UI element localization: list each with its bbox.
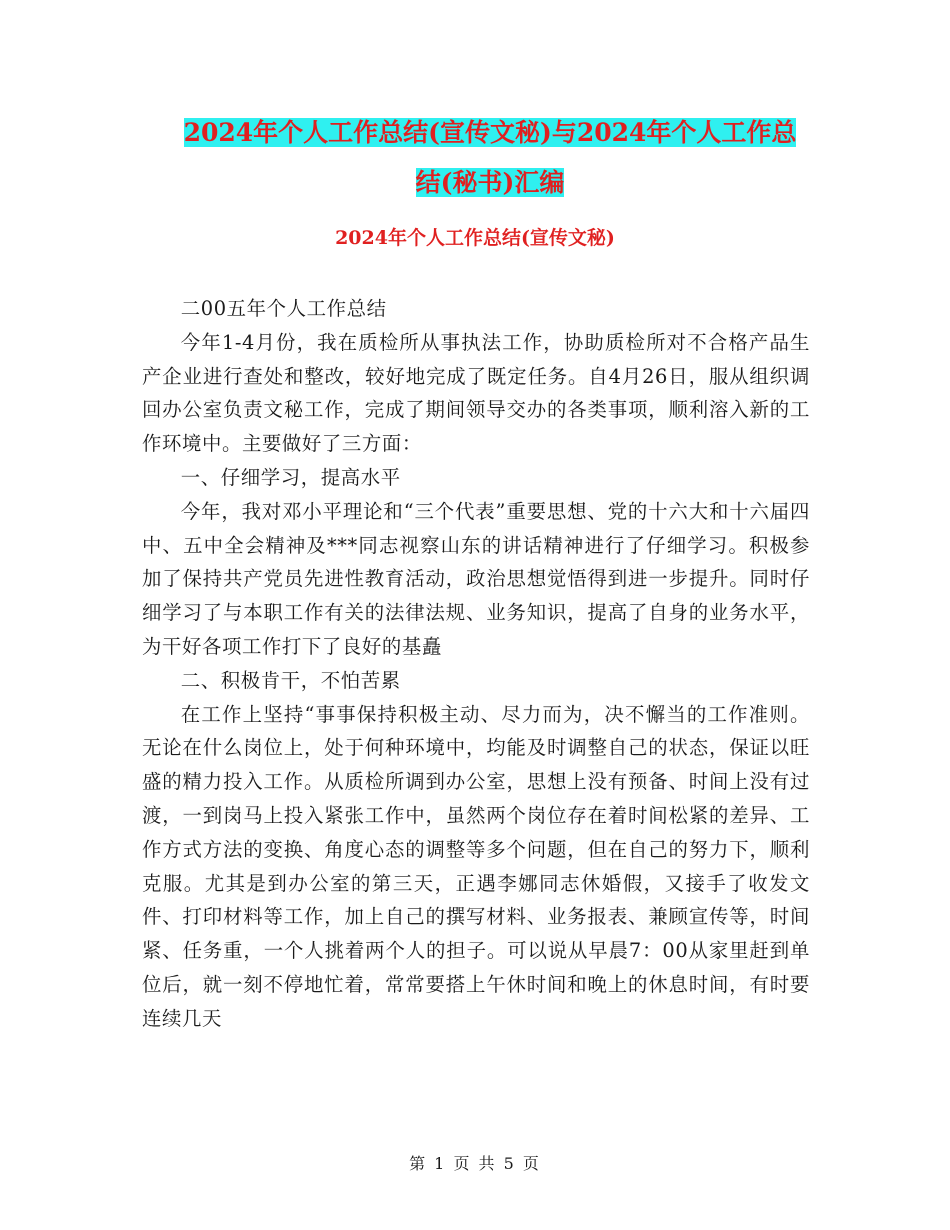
document-title-line2: 结(秘书)汇编 — [415, 168, 565, 197]
page-footer: 第 1 页 共 5 页 — [409, 1154, 541, 1173]
paragraph-heading: 二、积极肯干，不怕苦累 — [180, 668, 401, 692]
paragraph: 今年，我对邓小平理论和“三个代表”重要思想、党的十六大和十六届四中、五中全会精神及***同志视察山东的讲话精神进行了仔细学习。积极参加了保持共产党员先进性教育活动，政治思想觉悟得到进一步提升。同时仔细学习了与本职工作有关的法律法规、业务知识，提高了自身的业务水平，为干好各项工作打下了良好的基矗 — [142, 499, 810, 658]
section-title: 2024年个人工作总结(宣传文秘) — [335, 227, 615, 249]
document-title — [140, 108, 840, 208]
paragraph: 在工作上坚持“事事保持积极主动、尽力而为，决不懈当的工作准则。无论在什么岗位上，处于何种环境中，均能及时调整自己的状态，保证以旺盛的精力投入工作。从质检所调到办公室，思想上没有预备、时间上没有过渡，一到岗马上投入紧张工作中，虽然两个岗位存在着时间松紧的差异、工作方式方法的变换、角度心态的调整等多个问题，但在自己的努力下，顺利克服。尤其是到办公室的第三天，正遇李娜同志休婚假，又接手了收发文件、打印材料等工作，加上自己的撰写材料、业务报表、兼顾宣传等，时间紧、任务重，一个人挑着两个人的担子。可以说从早晨7：00从家里赶到单位后，就一刻不停地忙着，常常要搭上午休时间和晚上的休息时间，有时要连续几天 — [142, 702, 810, 1030]
paragraph: 今年1-4月份，我在质检所从事执法工作，协助质检所对不合格产品生产企业进行查处和整改，较好地完成了既定任务。自4月26日，服从组织调回办公室负责文秘工作，完成了期间领导交办的各类事项，顺利溶入新的工作环境中。主要做好了三方面： — [142, 330, 810, 456]
document-title-line1: 2024年个人工作总结(宣传文秘)与2024年个人工作总 — [183, 118, 797, 147]
document-body — [142, 292, 810, 1036]
paragraph-heading: 一、仔细学习，提高水平 — [180, 465, 401, 489]
paragraph: 二00五年个人工作总结 — [180, 297, 387, 320]
